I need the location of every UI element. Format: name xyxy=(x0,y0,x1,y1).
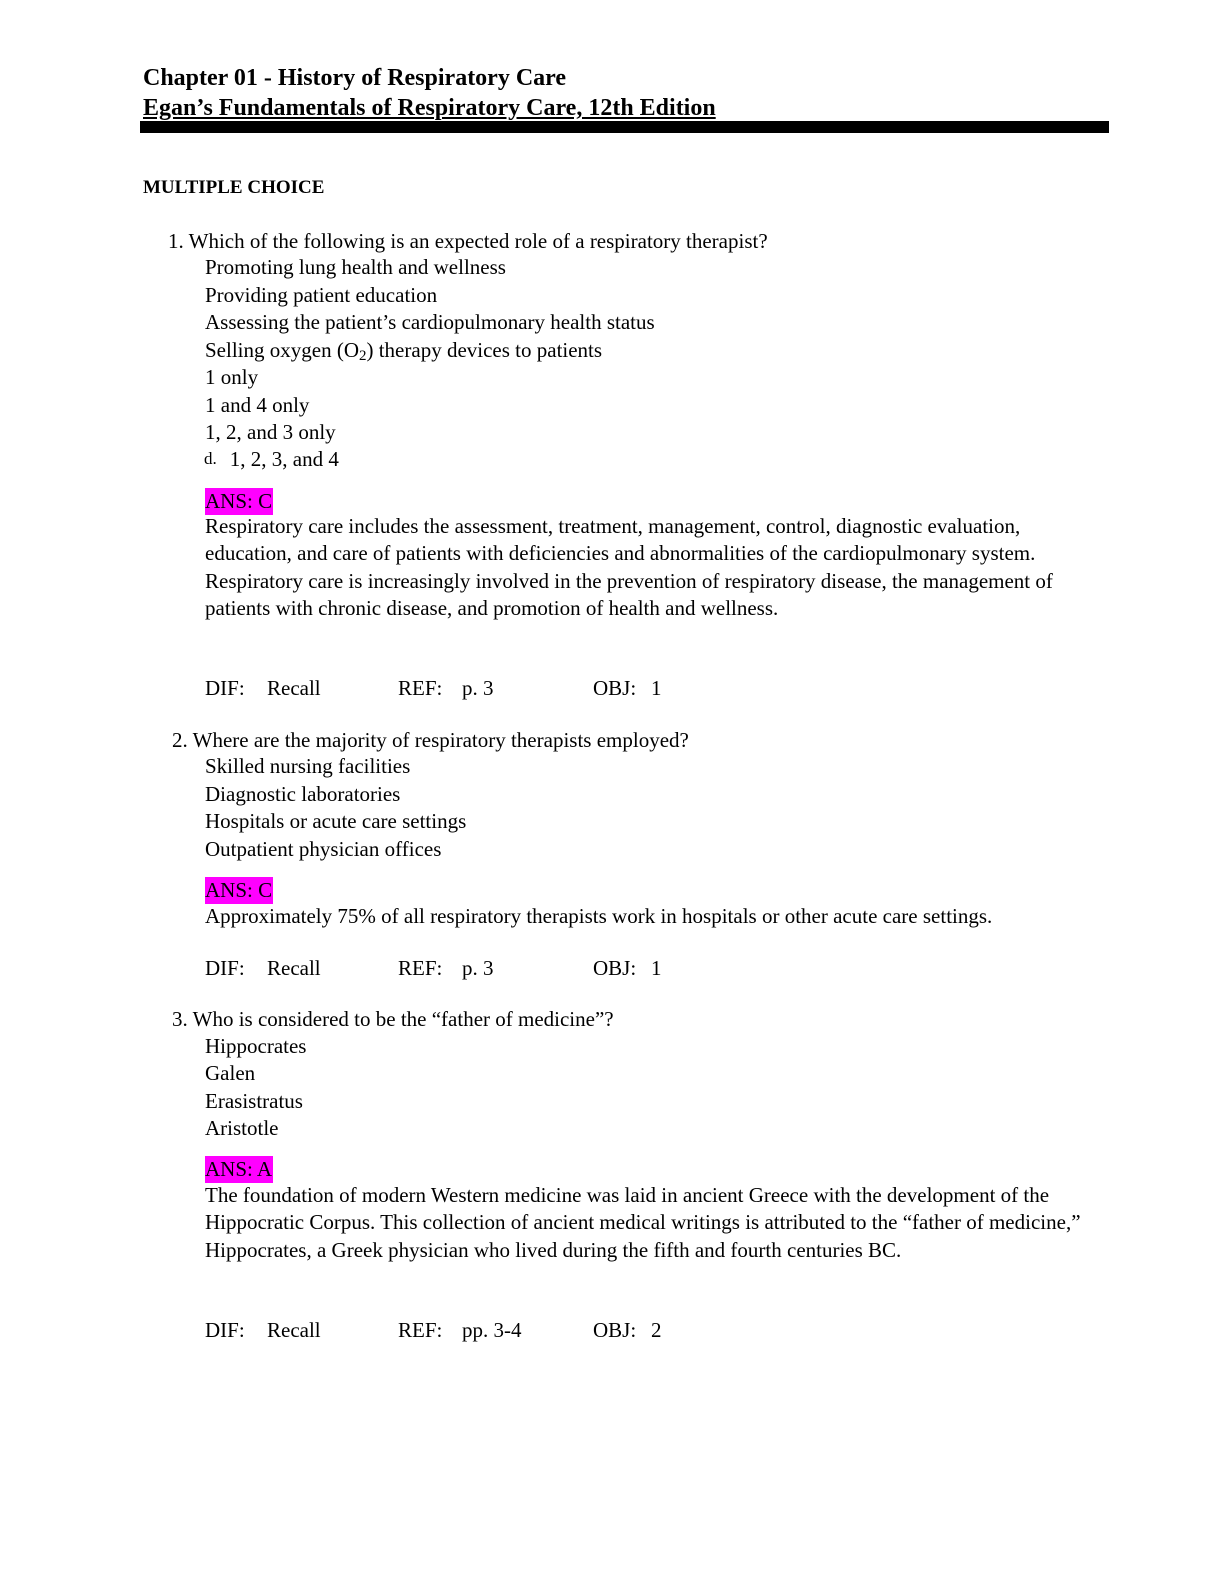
dif-value: Recall xyxy=(267,956,321,980)
option-b: Providing patient education xyxy=(205,283,438,307)
ref-label: REF: xyxy=(398,1318,443,1342)
choice-a: 1 only xyxy=(205,365,259,389)
option-b: Diagnostic laboratories xyxy=(205,782,401,806)
dif-label: DIF: xyxy=(205,676,245,700)
book-title xyxy=(143,94,716,122)
header-rule xyxy=(140,121,1109,133)
dif-label: DIF: xyxy=(205,956,245,980)
option-c: Hospitals or acute care settings xyxy=(205,809,467,833)
option-b: Galen xyxy=(205,1061,256,1085)
rationale: The foundation of modern Western medicine was laid in ancient Greece with the development of the Hippocratic Corpus. This collection of ancient medical writings is attributed to the “father of medicine,” Hippocrates, a Greek physician who lived during the fifth and fourth centuries BC. xyxy=(205,1183,1081,1262)
obj-label: OBJ: xyxy=(593,1318,637,1342)
choice-d-text: 1, 2, 3, and 4 xyxy=(229,447,339,471)
ref-value: p. 3 xyxy=(462,676,494,700)
dif-label: DIF: xyxy=(205,1318,245,1342)
ref-value: p. 3 xyxy=(462,956,494,980)
choice-b: 1 and 4 only xyxy=(205,393,310,417)
question-stem: 3. Who is considered to be the “father of medicine”? xyxy=(172,1007,614,1031)
choice-d xyxy=(205,446,339,474)
option-d xyxy=(205,337,602,364)
option-c: Erasistratus xyxy=(205,1089,303,1113)
ref-label: REF: xyxy=(398,956,443,980)
obj-label: OBJ: xyxy=(593,676,637,700)
choice-d-label: d. xyxy=(204,449,217,468)
option-a: Promoting lung health and wellness xyxy=(205,255,506,279)
ref-label: REF: xyxy=(398,676,443,700)
question-stem: 1. Which of the following is an expected role of a respiratory therapist? xyxy=(168,229,768,253)
chapter-title: Chapter 01 - History of Respiratory Care xyxy=(143,65,567,91)
answer-badge: ANS: C xyxy=(205,878,273,902)
question-stem: 2. Where are the majority of respiratory therapists employed? xyxy=(172,728,689,752)
ref-value: pp. 3-4 xyxy=(462,1318,522,1342)
subscript: 2 xyxy=(358,348,367,364)
rationale: Approximately 75% of all respiratory therapists work in hospitals or other acute care settings. xyxy=(205,904,993,928)
obj-value: 1 xyxy=(651,676,662,700)
obj-value: 1 xyxy=(651,956,662,980)
option-c: Assessing the patient’s cardiopulmonary health status xyxy=(205,310,655,334)
dif-value: Recall xyxy=(267,1318,321,1342)
choice-c: 1, 2, and 3 only xyxy=(205,420,336,444)
option-d: Aristotle xyxy=(205,1116,279,1140)
option-d-text: Selling oxygen (O xyxy=(205,338,359,362)
option-d: Outpatient physician offices xyxy=(205,837,442,861)
answer-badge: ANS: C xyxy=(205,489,273,513)
option-a: Skilled nursing facilities xyxy=(205,754,411,778)
section-title: MULTIPLE CHOICE xyxy=(143,177,325,198)
dif-value: Recall xyxy=(267,676,321,700)
option-a: Hippocrates xyxy=(205,1034,307,1058)
obj-value: 2 xyxy=(651,1318,662,1342)
option-d-tail: ) therapy devices to patients xyxy=(366,338,603,362)
rationale: Respiratory care includes the assessment, treatment, management, control, diagnostic evaluation, education, and care of patients with deficiencies and abnormalities of the cardiopulmonary system. Respiratory care is increasingly involved in the prevention of respiratory disease, the management of patients with chronic disease, and promotion of health and wellness. xyxy=(205,514,1053,621)
answer-badge: ANS: A xyxy=(205,1157,273,1181)
obj-label: OBJ: xyxy=(593,956,637,980)
book-title-text: Egan’s Fundamentals of Respiratory Care, 12th Edition xyxy=(143,95,716,121)
